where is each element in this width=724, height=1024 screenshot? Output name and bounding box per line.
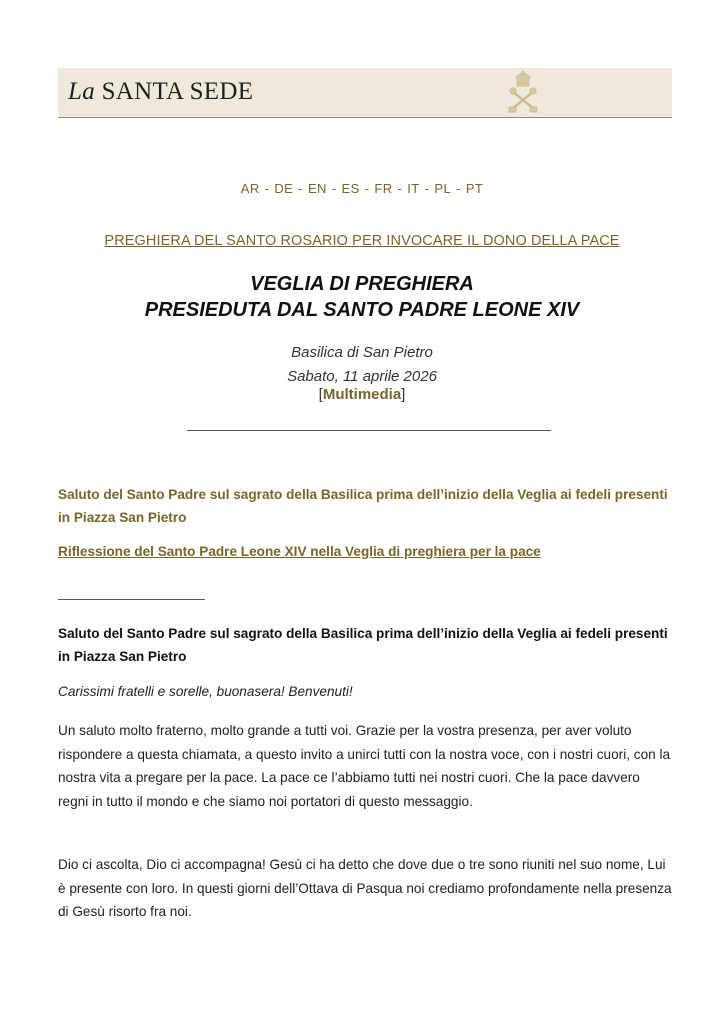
- event-place-date: [0, 341, 724, 389]
- lang-pl[interactable]: PL: [434, 181, 452, 196]
- event-date: Sabato, 11 aprile 2026: [287, 368, 437, 385]
- divider-short: [58, 599, 205, 600]
- greeting-text: Carissimi fratelli e sorelle, buonasera! Benvenuti!: [58, 684, 353, 699]
- lang-separator: -: [397, 181, 403, 196]
- site-header: [58, 68, 672, 118]
- title-line-2: PRESIEDUTA DAL SANTO PADRE LEONE XIV: [144, 299, 580, 321]
- multimedia-row: [0, 386, 724, 403]
- logo-prefix: La: [68, 78, 96, 105]
- lang-es[interactable]: ES: [341, 181, 360, 196]
- lang-separator: -: [298, 181, 303, 196]
- section-title: Saluto del Santo Padre sul sagrato della Basilica prima dell’inizio della Veglia ai fedeli presenti in Piazza San Pietro: [58, 626, 668, 664]
- page-title: [0, 271, 724, 323]
- lang-separator: -: [264, 181, 270, 196]
- lang-it[interactable]: IT: [407, 181, 420, 196]
- lang-separator: -: [331, 181, 337, 196]
- lang-separator: -: [364, 181, 370, 196]
- lang-fr[interactable]: FR: [374, 181, 393, 196]
- paragraph: Un saluto molto fraterno, molto grande a tutti voi. Grazie per la vostra presenza, per aver voluto rispondere a questa chiamata, a questo invito a unirci tutti con la nostra voce, con i nostri cuori, con la nostra vita a pregare per la pace. La pace ce l’abbiamo tutti nei nostri cuori. Che la pace davvero regni in tutto il mondo e che siamo noi portatori di questo messaggio.: [58, 723, 671, 809]
- bracket-open: [: [318, 386, 323, 403]
- logo-main: SANTA SEDE: [101, 78, 254, 105]
- lang-en[interactable]: EN: [307, 181, 327, 196]
- divider: [187, 430, 551, 431]
- lang-separator: -: [456, 181, 461, 196]
- multimedia-link[interactable]: Multimedia: [322, 386, 402, 403]
- lang-de[interactable]: DE: [274, 181, 294, 196]
- lang-separator: -: [424, 181, 430, 196]
- event-supertitle-link[interactable]: PREGHIERA DEL SANTO ROSARIO PER INVOCARE IL DONO DELLA PACE: [104, 233, 620, 249]
- lang-pt[interactable]: PT: [465, 181, 484, 196]
- language-switcher: [0, 181, 724, 196]
- title-line-1: VEGLIA DI PREGHIERA: [250, 273, 474, 295]
- paragraph: Dio ci ascolta, Dio ci accompagna! Gesù ci ha detto che dove due o tre sono riuniti nel suo nome, Lui è presente con loro. In questi giorni dell’Ottava di Pasqua noi crediamo profondamente nella presenza di Gesù risorto fra noi.: [58, 857, 672, 920]
- event-place: Basilica di San Pietro: [291, 344, 433, 361]
- papal-keys-emblem-icon: [506, 69, 540, 115]
- bracket-close: ]: [401, 386, 406, 403]
- toc-link-riflessione[interactable]: Riflessione del Santo Padre Leone XIV nella Veglia di preghiera per la pace: [58, 544, 541, 559]
- site-logo[interactable]: [68, 78, 253, 106]
- lang-ar[interactable]: AR: [240, 181, 260, 196]
- toc-link-saluto[interactable]: Saluto del Santo Padre sul sagrato della Basilica prima dell’inizio della Veglia ai fedeli presenti in Piazza San Pietro: [58, 487, 668, 525]
